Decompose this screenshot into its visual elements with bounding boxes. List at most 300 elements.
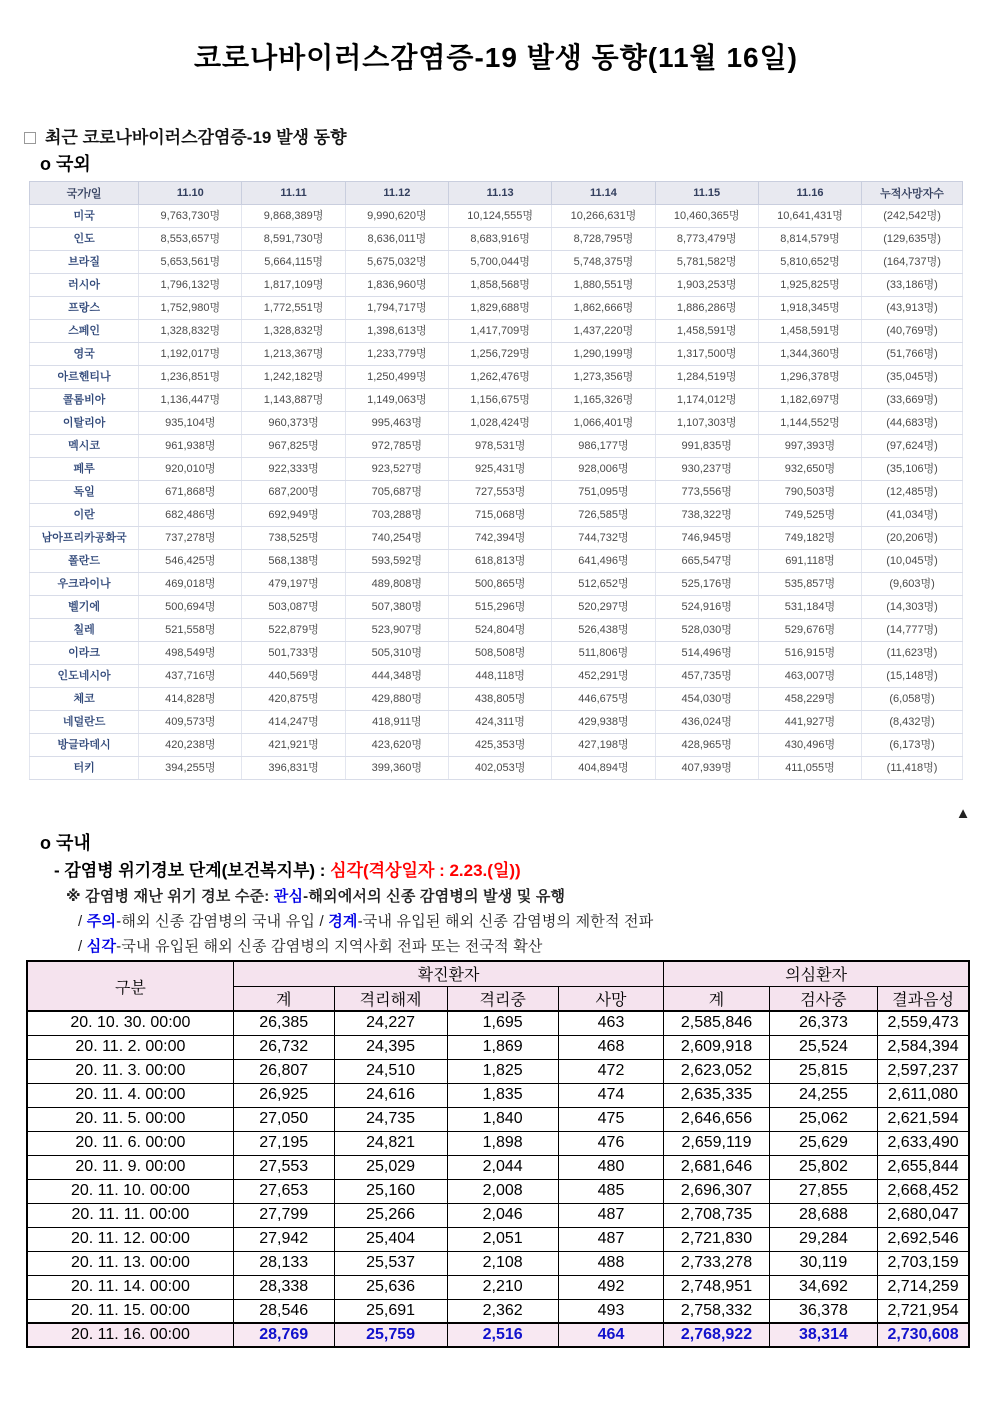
domestic-table	[26, 960, 970, 1348]
country-cell: 브라질	[30, 251, 139, 274]
stat-value-cell: 2,044	[447, 1155, 558, 1179]
case-count-cell: 738,322명	[655, 504, 758, 527]
case-count-cell: 436,024명	[655, 711, 758, 734]
overseas-table-row	[30, 757, 963, 780]
date-cell: 20. 11. 9. 00:00	[27, 1155, 233, 1179]
case-count-cell: 427,198명	[552, 734, 655, 757]
overseas-table-row	[30, 665, 963, 688]
case-count-cell: (44,683명)	[862, 412, 963, 435]
case-count-cell: 420,238명	[139, 734, 242, 757]
stat-value-cell: 2,597,237	[878, 1059, 969, 1083]
case-count-cell: 935,104명	[139, 412, 242, 435]
case-count-cell: 5,700,044명	[449, 251, 552, 274]
case-count-cell: 520,297명	[552, 596, 655, 619]
case-count-cell: 479,197명	[242, 573, 345, 596]
stat-value-cell: 474	[558, 1083, 664, 1107]
stat-value-cell: 25,266	[334, 1203, 447, 1227]
overseas-table-row	[30, 343, 963, 366]
stat-value-cell: 24,510	[334, 1059, 447, 1083]
case-count-cell: 1,344,360명	[758, 343, 861, 366]
case-count-cell: 463,007명	[758, 665, 861, 688]
case-count-cell: (14,303명)	[862, 596, 963, 619]
stat-value-cell: 2,621,594	[878, 1107, 969, 1131]
stat-value-cell: 27,855	[769, 1179, 877, 1203]
case-count-cell: 438,805명	[449, 688, 552, 711]
case-count-cell: 687,200명	[242, 481, 345, 504]
stat-value-cell: 25,062	[769, 1107, 877, 1131]
stat-value-cell: 26,732	[233, 1035, 334, 1059]
overseas-table-row	[30, 297, 963, 320]
country-cell: 러시아	[30, 274, 139, 297]
overseas-column-header: 11.15	[655, 182, 758, 205]
confirmed-group-header: 확진환자	[233, 961, 663, 986]
stat-value-cell: 25,160	[334, 1179, 447, 1203]
case-count-cell: 751,095명	[552, 481, 655, 504]
case-count-cell: 5,653,561명	[139, 251, 242, 274]
case-count-cell: 8,683,916명	[449, 228, 552, 251]
case-count-cell: (12,485명)	[862, 481, 963, 504]
case-count-cell: (51,766명)	[862, 343, 963, 366]
domestic-subheader-cell: 검사중	[769, 986, 877, 1011]
case-count-cell: 1,817,109명	[242, 274, 345, 297]
case-count-cell: (11,623명)	[862, 642, 963, 665]
stat-value-cell: 2,748,951	[664, 1275, 770, 1299]
case-count-cell: 641,496명	[552, 550, 655, 573]
case-count-cell: 523,907명	[345, 619, 448, 642]
case-count-cell: 1,250,499명	[345, 366, 448, 389]
case-count-cell: 1,165,326명	[552, 389, 655, 412]
case-count-cell: 396,831명	[242, 757, 345, 780]
square-bullet-icon	[24, 132, 36, 144]
date-cell: 20. 11. 3. 00:00	[27, 1059, 233, 1083]
stat-value-cell: 27,653	[233, 1179, 334, 1203]
overseas-column-header: 11.12	[345, 182, 448, 205]
case-count-cell: 404,894명	[552, 757, 655, 780]
stat-value-cell: 472	[558, 1059, 664, 1083]
stat-value-cell: 24,227	[334, 1011, 447, 1035]
case-count-cell: 429,938명	[552, 711, 655, 734]
case-count-cell: (41,034명)	[862, 504, 963, 527]
country-cell: 멕시코	[30, 435, 139, 458]
case-count-cell: 531,184명	[758, 596, 861, 619]
case-count-cell: 997,393명	[758, 435, 861, 458]
case-count-cell: 961,938명	[139, 435, 242, 458]
case-count-cell: 444,348명	[345, 665, 448, 688]
case-count-cell: 1,192,017명	[139, 343, 242, 366]
stat-value-cell: 27,942	[233, 1227, 334, 1251]
case-count-cell: 740,254명	[345, 527, 448, 550]
stat-value-cell: 1,840	[447, 1107, 558, 1131]
domestic-table-row	[27, 1275, 969, 1299]
case-count-cell: (8,432명)	[862, 711, 963, 734]
stat-value-cell: 24,735	[334, 1107, 447, 1131]
case-count-cell: 1,156,675명	[449, 389, 552, 412]
date-cell: 20. 11. 15. 00:00	[27, 1299, 233, 1323]
case-count-cell: 8,591,730명	[242, 228, 345, 251]
date-cell: 20. 11. 2. 00:00	[27, 1035, 233, 1059]
stat-value-cell: 485	[558, 1179, 664, 1203]
stat-value-cell: 28,688	[769, 1203, 877, 1227]
case-count-cell: 522,879명	[242, 619, 345, 642]
case-count-cell: 692,949명	[242, 504, 345, 527]
stat-value-cell: 25,537	[334, 1251, 447, 1275]
date-cell: 20. 11. 11. 00:00	[27, 1203, 233, 1227]
case-count-cell: 749,525명	[758, 504, 861, 527]
stat-value-cell: 2,633,490	[878, 1131, 969, 1155]
domestic-table-row	[27, 1011, 969, 1035]
case-count-cell: 703,288명	[345, 504, 448, 527]
case-count-cell: 8,553,657명	[139, 228, 242, 251]
domestic-table-row	[27, 1203, 969, 1227]
case-count-cell: 515,296명	[449, 596, 552, 619]
stat-value-cell: 2,733,278	[664, 1251, 770, 1275]
case-count-cell: 960,373명	[242, 412, 345, 435]
case-count-cell: 457,735명	[655, 665, 758, 688]
country-cell: 영국	[30, 343, 139, 366]
case-count-cell: (40,769명)	[862, 320, 963, 343]
domestic-subheader-cell: 결과음성	[878, 986, 969, 1011]
stat-value-cell: 2,680,047	[878, 1203, 969, 1227]
domestic-table-row	[27, 1131, 969, 1155]
case-count-cell: 8,728,795명	[552, 228, 655, 251]
note-text: ※ 감염병 재난 위기 경보 수준:	[66, 888, 274, 905]
case-count-cell: 529,676명	[758, 619, 861, 642]
country-cell: 인도네시아	[30, 665, 139, 688]
country-cell: 이란	[30, 504, 139, 527]
country-cell: 네덜란드	[30, 711, 139, 734]
stat-value-cell: 475	[558, 1107, 664, 1131]
case-count-cell: 1,328,832명	[242, 320, 345, 343]
case-count-cell: 991,835명	[655, 435, 758, 458]
stat-value-cell: 2,051	[447, 1227, 558, 1251]
case-count-cell: 498,549명	[139, 642, 242, 665]
date-cell: 20. 11. 16. 00:00	[27, 1323, 233, 1347]
case-count-cell: 5,748,375명	[552, 251, 655, 274]
stat-value-cell: 2,708,735	[664, 1203, 770, 1227]
stat-value-cell: 38,314	[769, 1323, 877, 1347]
note-keyword: 경계	[328, 913, 358, 930]
stat-value-cell: 492	[558, 1275, 664, 1299]
case-count-cell: 568,138명	[242, 550, 345, 573]
domestic-table-row	[27, 1083, 969, 1107]
case-count-cell: 521,558명	[139, 619, 242, 642]
stat-value-cell: 2,584,394	[878, 1035, 969, 1059]
case-count-cell: 440,569명	[242, 665, 345, 688]
case-count-cell: 8,636,011명	[345, 228, 448, 251]
note-text: /	[78, 938, 87, 955]
case-count-cell: 446,675명	[552, 688, 655, 711]
case-count-cell: (6,058명)	[862, 688, 963, 711]
case-count-cell: 928,006명	[552, 458, 655, 481]
overseas-column-header: 누적사망자수	[862, 182, 963, 205]
case-count-cell: 420,875명	[242, 688, 345, 711]
domestic-table-row	[27, 1059, 969, 1083]
overseas-column-header: 11.16	[758, 182, 861, 205]
case-count-cell: (35,106명)	[862, 458, 963, 481]
stat-value-cell: 2,758,332	[664, 1299, 770, 1323]
overseas-header-row	[30, 182, 963, 205]
case-count-cell: 1,236,851명	[139, 366, 242, 389]
overseas-column-header: 국가/일	[30, 182, 139, 205]
case-count-cell: 1,458,591명	[655, 320, 758, 343]
stat-value-cell: 487	[558, 1203, 664, 1227]
case-count-cell: 1,028,424명	[449, 412, 552, 435]
overseas-table-row	[30, 228, 963, 251]
stat-value-cell: 27,799	[233, 1203, 334, 1227]
case-count-cell: 524,804명	[449, 619, 552, 642]
page-title: 코로나바이러스감염증-19 발생 동향(11월 16일)	[194, 42, 798, 73]
case-count-cell: 790,503명	[758, 481, 861, 504]
stat-value-cell: 2,659,119	[664, 1131, 770, 1155]
stat-value-cell: 27,553	[233, 1155, 334, 1179]
overseas-table-row	[30, 481, 963, 504]
overseas-table-row	[30, 389, 963, 412]
note-text: -해외 신종 감염병의 국내 유입 /	[116, 913, 329, 930]
case-count-cell: 429,880명	[345, 688, 448, 711]
domestic-subheader-cell: 사망	[558, 986, 664, 1011]
case-count-cell: 923,527명	[345, 458, 448, 481]
case-count-cell: 407,939명	[655, 757, 758, 780]
case-count-cell: (20,206명)	[862, 527, 963, 550]
intro-heading-label: 최근 코로나바이러스감염증-19 발생 동향	[45, 128, 347, 147]
stat-value-cell: 2,108	[447, 1251, 558, 1275]
case-count-cell: 737,278명	[139, 527, 242, 550]
case-count-cell: (33,669명)	[862, 389, 963, 412]
domestic-subheader-cell: 격리중	[447, 986, 558, 1011]
overseas-column-header: 11.10	[139, 182, 242, 205]
case-count-cell: (14,777명)	[862, 619, 963, 642]
case-count-cell: 1,242,182명	[242, 366, 345, 389]
case-count-cell: 925,431명	[449, 458, 552, 481]
stat-value-cell: 26,373	[769, 1011, 877, 1035]
case-count-cell: (9,603명)	[862, 573, 963, 596]
case-count-cell: 489,808명	[345, 573, 448, 596]
case-count-cell: 10,266,631명	[552, 205, 655, 228]
case-count-cell: 1,437,220명	[552, 320, 655, 343]
stat-value-cell: 28,769	[233, 1323, 334, 1347]
case-count-cell: 1,925,825명	[758, 274, 861, 297]
case-count-cell: (35,045명)	[862, 366, 963, 389]
case-count-cell: (11,418명)	[862, 757, 963, 780]
case-count-cell: 409,573명	[139, 711, 242, 734]
case-count-cell: 727,553명	[449, 481, 552, 504]
country-cell: 콜롬비아	[30, 389, 139, 412]
case-count-cell: 682,486명	[139, 504, 242, 527]
case-count-cell: (15,148명)	[862, 665, 963, 688]
case-count-cell: 1,317,500명	[655, 343, 758, 366]
stat-value-cell: 476	[558, 1131, 664, 1155]
overseas-table-row	[30, 573, 963, 596]
domestic-subheader-cell: 격리해제	[334, 986, 447, 1011]
case-count-cell: 1,182,697명	[758, 389, 861, 412]
case-count-cell: 1,149,063명	[345, 389, 448, 412]
case-count-cell: 428,965명	[655, 734, 758, 757]
country-cell: 우크라이나	[30, 573, 139, 596]
case-count-cell: 512,652명	[552, 573, 655, 596]
case-count-cell: (129,635명)	[862, 228, 963, 251]
note-text: /	[78, 913, 87, 930]
case-count-cell: 414,247명	[242, 711, 345, 734]
note-keyword: 심각	[86, 938, 117, 955]
country-cell: 벨기에	[30, 596, 139, 619]
domestic-table-row	[27, 1035, 969, 1059]
case-count-cell: 1,233,779명	[345, 343, 448, 366]
stat-value-cell: 2,585,846	[664, 1011, 770, 1035]
overseas-table-row	[30, 205, 963, 228]
case-count-cell: 441,927명	[758, 711, 861, 734]
case-count-cell: 978,531명	[449, 435, 552, 458]
case-count-cell: 399,360명	[345, 757, 448, 780]
overseas-table-row	[30, 412, 963, 435]
stat-value-cell: 2,681,646	[664, 1155, 770, 1179]
case-count-cell: 773,556명	[655, 481, 758, 504]
case-count-cell: 715,068명	[449, 504, 552, 527]
stat-value-cell: 25,759	[334, 1323, 447, 1347]
domestic-subheader-cell: 계	[233, 986, 334, 1011]
note-text: -해외에서의 신종 감염병의 발생 및 유행	[303, 888, 566, 905]
date-cell: 20. 10. 30. 00:00	[27, 1011, 233, 1035]
case-count-cell: 10,460,365명	[655, 205, 758, 228]
overseas-table-row	[30, 274, 963, 297]
country-cell: 인도	[30, 228, 139, 251]
date-cell: 20. 11. 14. 00:00	[27, 1275, 233, 1299]
case-count-cell: (43,913명)	[862, 297, 963, 320]
stat-value-cell: 25,029	[334, 1155, 447, 1179]
case-count-cell: 546,425명	[139, 550, 242, 573]
stat-value-cell: 468	[558, 1035, 664, 1059]
case-count-cell: 8,773,479명	[655, 228, 758, 251]
country-cell: 이라크	[30, 642, 139, 665]
stat-value-cell: 2,210	[447, 1275, 558, 1299]
country-cell: 이탈리아	[30, 412, 139, 435]
case-count-cell: 402,053명	[449, 757, 552, 780]
overseas-table-row	[30, 458, 963, 481]
country-cell: 아르헨티나	[30, 366, 139, 389]
case-count-cell: 411,055명	[758, 757, 861, 780]
country-cell: 프랑스	[30, 297, 139, 320]
stat-value-cell: 28,133	[233, 1251, 334, 1275]
case-count-cell: 458,229명	[758, 688, 861, 711]
case-count-cell: 742,394명	[449, 527, 552, 550]
case-count-cell: 922,333명	[242, 458, 345, 481]
domestic-table-row	[27, 1227, 969, 1251]
intro-heading	[24, 123, 347, 148]
overseas-table-row	[30, 320, 963, 343]
overseas-section-heading: o 국외	[40, 154, 91, 174]
case-count-cell: 430,496명	[758, 734, 861, 757]
domestic-corner-header: 구분	[27, 961, 233, 1011]
stat-value-cell: 25,629	[769, 1131, 877, 1155]
stat-value-cell: 2,721,954	[878, 1299, 969, 1323]
domestic-section-heading: o 국내	[40, 833, 91, 853]
stat-value-cell: 2,714,259	[878, 1275, 969, 1299]
overseas-table-row	[30, 619, 963, 642]
case-count-cell: 503,087명	[242, 596, 345, 619]
overseas-table-row	[30, 527, 963, 550]
scroll-top-button[interactable]	[946, 805, 980, 823]
stat-value-cell: 480	[558, 1155, 664, 1179]
stat-value-cell: 26,385	[233, 1011, 334, 1035]
case-count-cell: 1,262,476명	[449, 366, 552, 389]
stat-value-cell: 26,807	[233, 1059, 334, 1083]
date-cell: 20. 11. 4. 00:00	[27, 1083, 233, 1107]
case-count-cell: 691,118명	[758, 550, 861, 573]
date-cell: 20. 11. 12. 00:00	[27, 1227, 233, 1251]
stat-value-cell: 1,869	[447, 1035, 558, 1059]
case-count-cell: 1,836,960명	[345, 274, 448, 297]
domestic-header-group-row	[27, 961, 969, 986]
stat-value-cell: 25,691	[334, 1299, 447, 1323]
stat-value-cell: 27,195	[233, 1131, 334, 1155]
case-count-cell: 5,810,652명	[758, 251, 861, 274]
case-count-cell: 535,857명	[758, 573, 861, 596]
case-count-cell: 1,136,447명	[139, 389, 242, 412]
stat-value-cell: 28,546	[233, 1299, 334, 1323]
date-cell: 20. 11. 5. 00:00	[27, 1107, 233, 1131]
country-cell: 방글라데시	[30, 734, 139, 757]
stat-value-cell: 25,636	[334, 1275, 447, 1299]
overseas-table-row	[30, 366, 963, 389]
suspected-group-header: 의심환자	[664, 961, 969, 986]
case-count-cell: 1,066,401명	[552, 412, 655, 435]
case-count-cell: 5,675,032명	[345, 251, 448, 274]
country-cell: 독일	[30, 481, 139, 504]
overseas-table-row	[30, 596, 963, 619]
case-count-cell: 500,865명	[449, 573, 552, 596]
note-keyword: 주의	[86, 913, 117, 930]
country-cell: 스페인	[30, 320, 139, 343]
case-count-cell: 1,918,345명	[758, 297, 861, 320]
stat-value-cell: 25,802	[769, 1155, 877, 1179]
case-count-cell: (242,542명)	[862, 205, 963, 228]
case-count-cell: 10,641,431명	[758, 205, 861, 228]
stat-value-cell: 25,524	[769, 1035, 877, 1059]
country-cell: 칠레	[30, 619, 139, 642]
case-count-cell: 1,858,568명	[449, 274, 552, 297]
case-count-cell: 505,310명	[345, 642, 448, 665]
stat-value-cell: 34,692	[769, 1275, 877, 1299]
domestic-table-row	[27, 1323, 969, 1347]
case-count-cell: 1,107,303명	[655, 412, 758, 435]
case-count-cell: 454,030명	[655, 688, 758, 711]
case-count-cell: 986,177명	[552, 435, 655, 458]
case-count-cell: 967,825명	[242, 435, 345, 458]
stat-value-cell: 2,516	[447, 1323, 558, 1347]
stat-value-cell: 2,703,159	[878, 1251, 969, 1275]
case-count-cell: 414,828명	[139, 688, 242, 711]
date-cell: 20. 11. 13. 00:00	[27, 1251, 233, 1275]
case-count-cell: 1,296,378명	[758, 366, 861, 389]
case-count-cell: 10,124,555명	[449, 205, 552, 228]
overseas-table-row	[30, 688, 963, 711]
case-count-cell: 665,547명	[655, 550, 758, 573]
stat-value-cell: 2,768,922	[664, 1323, 770, 1347]
case-count-cell: 1,829,688명	[449, 297, 552, 320]
case-count-cell: 508,508명	[449, 642, 552, 665]
stat-value-cell: 2,721,830	[664, 1227, 770, 1251]
stat-value-cell: 24,255	[769, 1083, 877, 1107]
case-count-cell: 1,290,199명	[552, 343, 655, 366]
overseas-table-row	[30, 504, 963, 527]
up-arrow-icon: ▲	[955, 805, 971, 822]
domestic-table-row	[27, 1155, 969, 1179]
case-count-cell: 1,273,356명	[552, 366, 655, 389]
case-count-cell: 1,144,552명	[758, 412, 861, 435]
case-count-cell: 524,916명	[655, 596, 758, 619]
case-count-cell: 394,255명	[139, 757, 242, 780]
stat-value-cell: 2,668,452	[878, 1179, 969, 1203]
case-count-cell: 1,213,367명	[242, 343, 345, 366]
